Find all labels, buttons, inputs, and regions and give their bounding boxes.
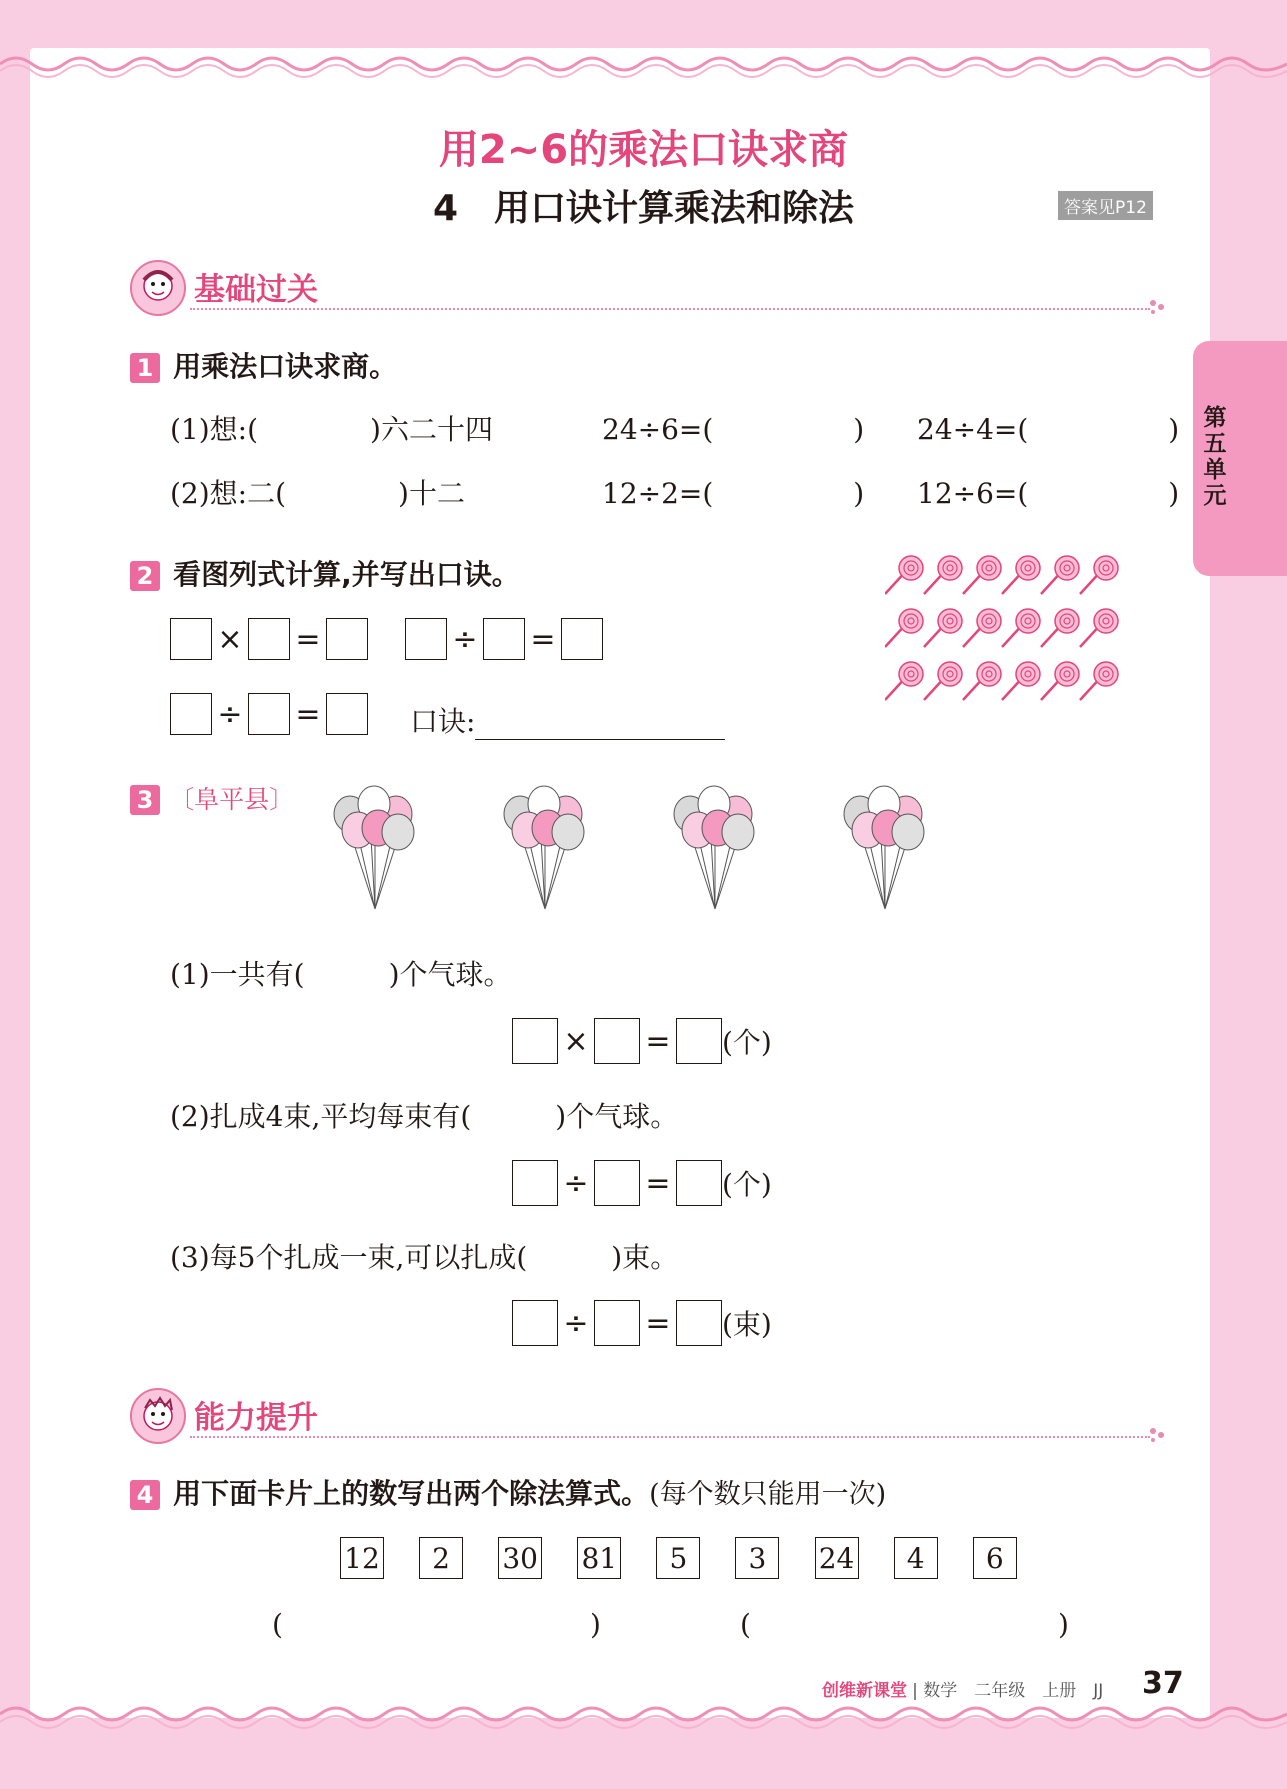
lollipops-illustration bbox=[885, 550, 1135, 715]
answer-box[interactable] bbox=[512, 1018, 558, 1064]
equals-sign: = bbox=[295, 621, 321, 657]
equals-sign: = bbox=[530, 621, 556, 657]
answer-box[interactable] bbox=[248, 618, 290, 660]
q1-row1-eq2: 24÷4=( ) bbox=[917, 413, 1180, 446]
question-1 bbox=[130, 345, 397, 385]
number-cards bbox=[340, 1537, 1100, 1579]
q1-row2-eq1: 12÷2=( ) bbox=[602, 477, 865, 510]
q1-row2-think: (2)想:二( )十二 bbox=[170, 477, 465, 510]
answer-2-close-paren: ) bbox=[1058, 1608, 1069, 1641]
q1-row2-eq2: 12÷6=( ) bbox=[917, 477, 1180, 510]
answer-box[interactable] bbox=[676, 1018, 722, 1064]
q1-row1-think: (1)想:( )六二十四 bbox=[170, 413, 493, 446]
q3-part3-equation bbox=[512, 1300, 772, 1346]
answer-1-field[interactable] bbox=[290, 1606, 590, 1642]
answer-box[interactable] bbox=[676, 1300, 722, 1346]
question-2 bbox=[130, 553, 520, 593]
balloon-bunches-illustration bbox=[330, 780, 950, 920]
unit-label: (束) bbox=[722, 1308, 772, 1341]
question-2-number: 2 bbox=[130, 561, 160, 591]
number-card: 3 bbox=[735, 1537, 779, 1579]
answer-box[interactable] bbox=[483, 618, 525, 660]
q3-part1-equation bbox=[512, 1018, 772, 1064]
divide-sign: ÷ bbox=[217, 696, 243, 732]
answer-box[interactable] bbox=[676, 1160, 722, 1206]
number-card: 6 bbox=[973, 1537, 1017, 1579]
top-wave-border bbox=[0, 44, 1287, 84]
dots-decoration-icon bbox=[1148, 298, 1166, 316]
q2-division-equation-2 bbox=[170, 693, 368, 735]
section-basic-divider bbox=[190, 308, 1150, 310]
girl-mascot-icon bbox=[130, 260, 186, 316]
question-4 bbox=[130, 1472, 886, 1512]
divide-sign: ÷ bbox=[452, 621, 478, 657]
answer-box[interactable] bbox=[512, 1300, 558, 1346]
rhyme-answer-line[interactable] bbox=[475, 707, 725, 740]
unit-side-tab-label: 第五单元 bbox=[1203, 405, 1227, 509]
number-card: 24 bbox=[815, 1537, 859, 1579]
question-4-note: (每个数只能用一次) bbox=[649, 1479, 887, 1510]
section-basic-label: 基础过关 bbox=[194, 272, 318, 308]
answer-2-field[interactable] bbox=[758, 1606, 1058, 1642]
answer-box[interactable] bbox=[170, 618, 212, 660]
footer-book-info: | 数学 二年级 上册 JJ bbox=[912, 1681, 1104, 1701]
answer-box[interactable] bbox=[248, 693, 290, 735]
footer-brand: 创维新课堂 bbox=[822, 1681, 907, 1701]
number-card: 12 bbox=[340, 1537, 384, 1579]
dots-decoration-icon bbox=[1148, 1426, 1166, 1444]
unit-title: 用2~6的乘法口诀求商 bbox=[438, 127, 849, 173]
answer-box[interactable] bbox=[326, 693, 368, 735]
q3-part2-equation bbox=[512, 1160, 772, 1206]
number-card: 2 bbox=[419, 1537, 463, 1579]
times-sign: × bbox=[217, 621, 243, 657]
question-1-text: 用乘法口诀求商。 bbox=[173, 350, 398, 383]
section-advanced-label: 能力提升 bbox=[194, 1400, 318, 1436]
answer-1-open-paren: ( bbox=[272, 1608, 283, 1641]
number-card: 30 bbox=[498, 1537, 542, 1579]
question-2-text: 看图列式计算,并写出口诀。 bbox=[173, 558, 520, 591]
times-sign: × bbox=[563, 1023, 589, 1059]
q2-multiplication-equation bbox=[170, 618, 368, 660]
footer bbox=[822, 1676, 1103, 1701]
answer-box[interactable] bbox=[594, 1160, 640, 1206]
answer-reference-badge: 答案见P12 bbox=[1058, 191, 1153, 220]
question-3-number: 3 bbox=[130, 785, 160, 815]
q2-rhyme-label: 口诀: bbox=[410, 705, 476, 738]
question-3 bbox=[130, 780, 294, 816]
answer-box[interactable] bbox=[594, 1300, 640, 1346]
answer-1-close-paren: ) bbox=[590, 1608, 601, 1641]
q2-division-equation-1 bbox=[405, 618, 603, 660]
answer-box[interactable] bbox=[512, 1160, 558, 1206]
question-3-region: 〔阜平县〕 bbox=[169, 785, 295, 814]
q1-row1-eq1: 24÷6=( ) bbox=[602, 413, 865, 446]
answer-box[interactable] bbox=[170, 693, 212, 735]
equals-sign: = bbox=[295, 696, 321, 732]
equals-sign: = bbox=[645, 1165, 671, 1201]
equals-sign: = bbox=[645, 1023, 671, 1059]
number-card: 5 bbox=[656, 1537, 700, 1579]
q3-part2-text: (2)扎成4束,平均每束有( )个气球。 bbox=[170, 1100, 679, 1133]
question-4-number: 4 bbox=[130, 1480, 160, 1510]
q3-part1-text: (1)一共有( )个气球。 bbox=[170, 958, 512, 991]
answer-box[interactable] bbox=[405, 618, 447, 660]
section-advanced-divider bbox=[190, 1436, 1150, 1438]
question-1-number: 1 bbox=[130, 353, 160, 383]
page-number: 37 bbox=[1142, 1666, 1184, 1701]
divide-sign: ÷ bbox=[563, 1305, 589, 1341]
number-card: 81 bbox=[577, 1537, 621, 1579]
unit-label: (个) bbox=[722, 1168, 772, 1201]
lesson-title: 4 用口诀计算乘法和除法 bbox=[432, 188, 855, 229]
answer-box[interactable] bbox=[326, 618, 368, 660]
unit-label: (个) bbox=[722, 1026, 772, 1059]
answer-box[interactable] bbox=[561, 618, 603, 660]
number-card: 4 bbox=[894, 1537, 938, 1579]
equals-sign: = bbox=[645, 1305, 671, 1341]
answer-2-open-paren: ( bbox=[740, 1608, 751, 1641]
divide-sign: ÷ bbox=[563, 1165, 589, 1201]
answer-box[interactable] bbox=[594, 1018, 640, 1064]
boy-mascot-icon bbox=[130, 1388, 186, 1444]
question-4-text: 用下面卡片上的数写出两个除法算式。 bbox=[173, 1477, 650, 1510]
q2-rhyme bbox=[410, 700, 725, 740]
bottom-wave-border bbox=[0, 1700, 1287, 1740]
q3-part3-text: (3)每5个扎成一束,可以扎成( )束。 bbox=[170, 1241, 679, 1274]
